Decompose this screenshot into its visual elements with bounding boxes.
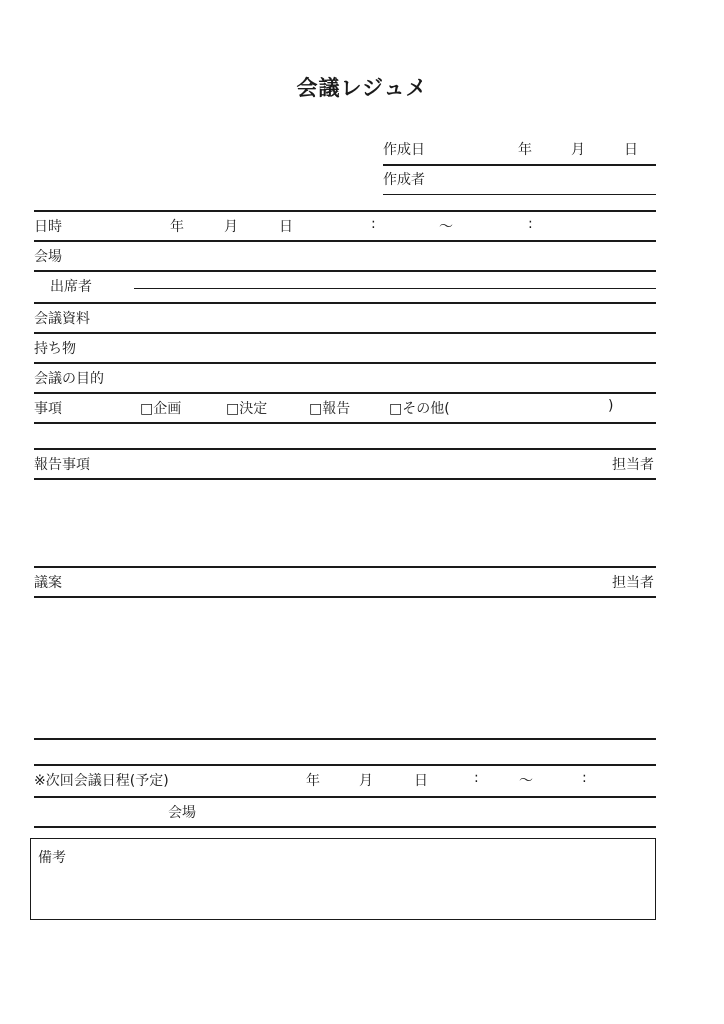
matters-label: 事項 [34, 401, 62, 417]
materials-label: 会議資料 [34, 311, 90, 327]
purpose-label: 会議の目的 [34, 371, 104, 387]
creator-row[interactable] [383, 166, 656, 195]
next-meeting-venue-row[interactable] [34, 798, 656, 826]
agenda-row[interactable] [34, 568, 656, 596]
next-meeting-row[interactable] [34, 766, 656, 796]
form-rows [34, 210, 656, 828]
agenda-write-area[interactable] [34, 598, 656, 738]
datetime-row[interactable] [34, 212, 656, 240]
report-items-label: 報告事項 [34, 457, 90, 473]
created-date-year-unit: 年 [518, 142, 532, 158]
remarks-box[interactable] [30, 838, 656, 920]
datetime-label: 日時 [34, 219, 62, 235]
checkbox-report[interactable]: □報告 [309, 401, 351, 417]
agenda-charge-label: 担当者 [612, 575, 654, 591]
datetime-start-colon: : [371, 216, 376, 232]
creator-label: 作成者 [383, 172, 425, 188]
report-items-row[interactable] [34, 450, 656, 478]
checkbox-planning[interactable]: □企画 [140, 401, 182, 417]
venue-row[interactable] [34, 242, 656, 270]
next-meeting-month-unit: 月 [359, 773, 373, 789]
next-meeting-end-colon: : [582, 770, 587, 786]
belongings-row[interactable] [34, 334, 656, 362]
datetime-tilde: ～ [439, 219, 453, 235]
next-meeting-year-unit: 年 [306, 773, 320, 789]
datetime-year-unit: 年 [170, 219, 184, 235]
belongings-label: 持ち物 [34, 341, 76, 357]
next-meeting-start-colon: : [474, 770, 479, 786]
checkbox-other[interactable]: □その他( [389, 401, 450, 417]
page-title: 会議レジュメ [296, 76, 428, 100]
remarks-label: 備考 [38, 850, 66, 866]
report-items-charge-label: 担当者 [612, 457, 654, 473]
created-date-day-unit: 日 [624, 142, 638, 158]
created-date-row[interactable] [383, 136, 656, 166]
agenda-label: 議案 [34, 575, 62, 591]
matters-row[interactable] [34, 394, 656, 422]
next-meeting-tilde: ～ [519, 773, 533, 789]
purpose-row[interactable] [34, 364, 656, 392]
rule-after-next-meeting-venue [34, 826, 656, 828]
next-meeting-day-unit: 日 [414, 773, 428, 789]
next-meeting-venue-label: 会場 [168, 805, 196, 821]
gap-before-next-meeting [34, 740, 656, 764]
gap-before-report-items [34, 424, 656, 448]
venue-label: 会場 [34, 249, 62, 265]
checkbox-other-close-paren: ) [608, 398, 614, 414]
datetime-end-colon: : [528, 216, 533, 232]
attendees-row[interactable] [34, 272, 656, 302]
attendees-label: 出席者 [50, 279, 92, 295]
created-date-month-unit: 月 [571, 142, 585, 158]
checkbox-decision[interactable]: □決定 [226, 401, 268, 417]
created-date-label: 作成日 [383, 142, 425, 158]
attendees-write-line [134, 288, 656, 289]
next-meeting-label: ※次回会議日程(予定) [34, 773, 169, 789]
header-block [383, 136, 656, 195]
materials-row[interactable] [34, 304, 656, 332]
datetime-day-unit: 日 [279, 219, 293, 235]
datetime-month-unit: 月 [224, 219, 238, 235]
report-items-write-area[interactable] [34, 480, 656, 566]
